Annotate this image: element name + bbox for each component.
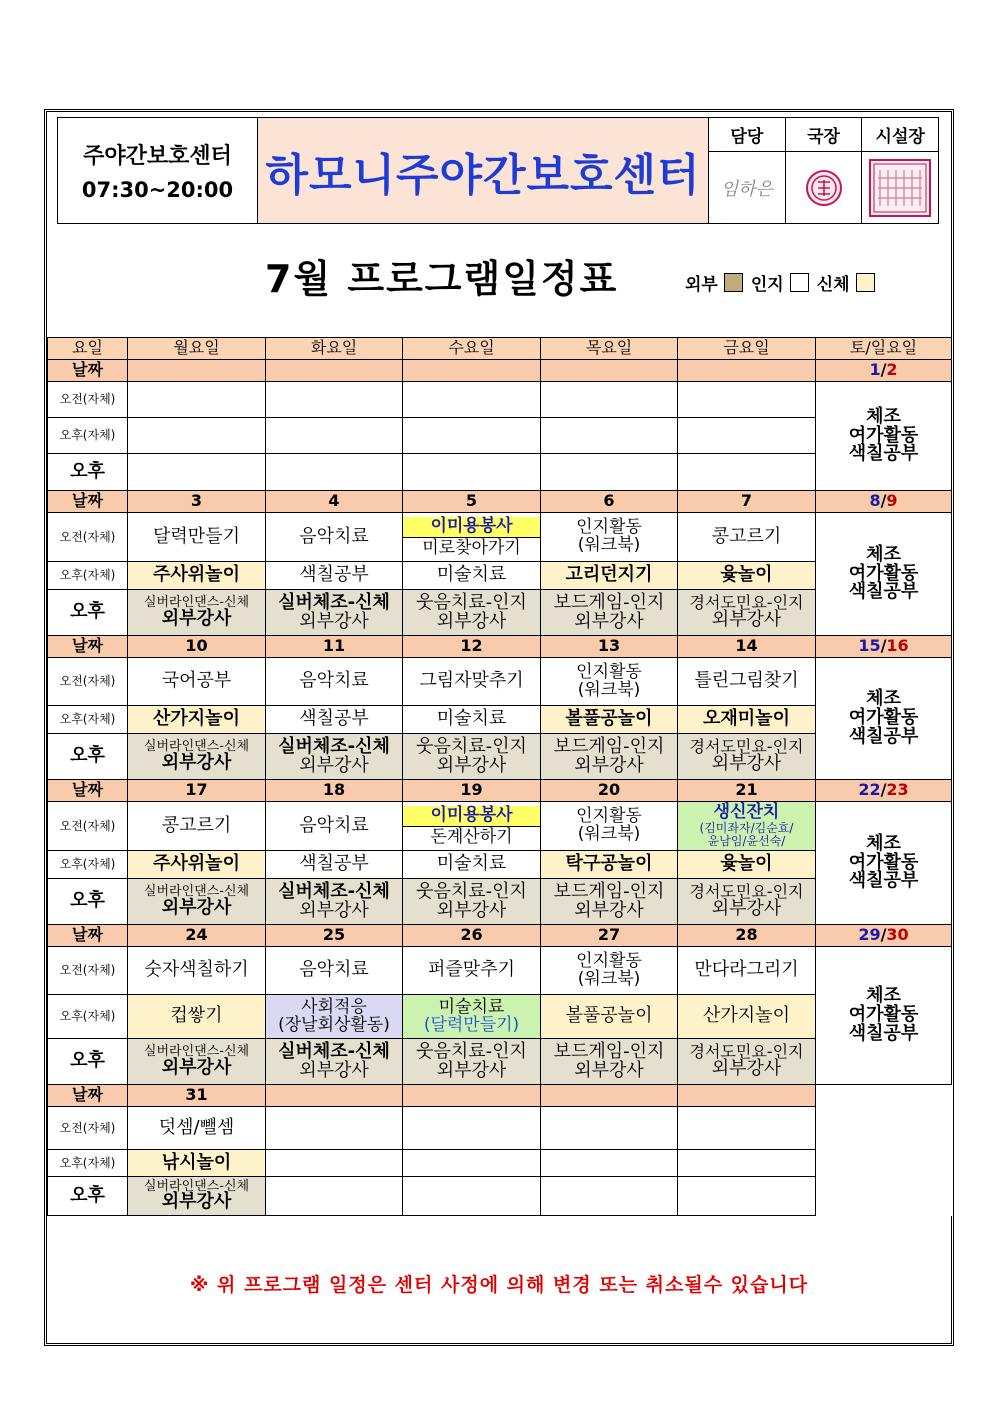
- header-weekend: 토/일요일: [816, 338, 952, 360]
- legend-physical-swatch: [856, 273, 875, 292]
- approval-table: [709, 118, 938, 223]
- legend-physical-label: 신체: [816, 275, 850, 295]
- am-row: 오전(자체) 숫자색칠하기 음악치료 퍼즐맞추기 인지활동 (워크북) 만다라그리기 체조 여가활동 색칠공부: [48, 947, 952, 995]
- volunteer-label: 이미용봉사: [403, 517, 540, 538]
- volunteer-label: 이미용봉사: [403, 806, 540, 827]
- pm-row: 오후 실버라인댄스-신체 외부강사 실버체조-신체 외부강사 웃음치료-인지 외부강사 보드게임-인지 외부강사 경서도민요-인지 외부강사: [48, 1039, 952, 1085]
- weekend-activities: 체조 여가활동 색칠공부: [816, 802, 952, 925]
- pm-self-row: 오후(자체) 컵쌓기 사회적응 (장날회상활동) 미술치료 (달력만들기) 볼풀공놀이 산가지놀이: [48, 995, 952, 1039]
- am-row: 오전(자체) 덧셈/뺄셈: [48, 1107, 952, 1150]
- approval-col-head: [862, 118, 938, 223]
- weekend-date: 15/16: [816, 636, 952, 658]
- header-thu: 목요일: [541, 338, 678, 360]
- header-box: [57, 117, 939, 224]
- weekend-date: 8/9: [816, 491, 952, 513]
- approval-col-director: [786, 118, 863, 223]
- pm-row: 오후: [48, 454, 952, 491]
- center-name: 주야간보호센터: [83, 144, 232, 169]
- date-row: 날짜 17 18 19 20 21 22/23: [48, 780, 952, 802]
- header-tue: 화요일: [266, 338, 403, 360]
- date-label: 날짜: [48, 925, 128, 947]
- am-row: 오전(자체) 달력만들기 음악치료 이미용봉사 미로찾아가기 인지활동 (워크북) 콩고르기 체조 여가활동 색칠공부: [48, 513, 952, 562]
- date-row: [48, 360, 952, 382]
- pm-self-row: 오후(자체) 주사위놀이 색칠공부 미술치료 고리던지기 윷놀이: [48, 562, 952, 590]
- signature: 임하은: [720, 178, 773, 200]
- header-weekday: 요일: [48, 338, 128, 360]
- center-info: [58, 118, 258, 223]
- am-row: 오전(자체) 체조 여가활동 색칠공부: [48, 382, 952, 418]
- square-seal-icon: [868, 158, 932, 218]
- schedule-title: 7월 프로그램일정표: [265, 257, 619, 301]
- pm-self-row: 오후(자체) 주사위놀이 색칠공부 미술치료 탁구공놀이 윷놀이: [48, 851, 952, 879]
- legend-cognitive-swatch: [790, 273, 809, 292]
- weekend-activities: 체조 여가활동 색칠공부: [816, 513, 952, 636]
- round-stamp-icon: [804, 168, 844, 208]
- date-row: 날짜 3 4 5 6 7 8/9: [48, 491, 952, 513]
- birthday-party-cell: 생신잔치 (김미좌자/김순효/ 윤남임/윤선숙/: [678, 802, 816, 851]
- center-hours: 07:30~20:00: [81, 178, 234, 202]
- date-label: 날짜: [48, 780, 128, 802]
- approval-head-head: 시설장: [862, 118, 938, 152]
- pm-row: 오후 실버라인댄스-신체 외부강사: [48, 1177, 952, 1216]
- approval-head-manager: 담당: [709, 118, 785, 152]
- weekday-header-row: [48, 338, 952, 360]
- pm-self-row: 오후(자체): [48, 418, 952, 454]
- weekend-activities: 체조 여가활동 색칠공부: [816, 382, 952, 491]
- date-label: 날짜: [48, 1085, 128, 1107]
- am-row: 오전(자체) 국어공부 음악치료 그림자맞추기 인지활동 (워크북) 틀린그림찾기 체조 여가활동 색칠공부: [48, 658, 952, 706]
- date-label: 날짜: [48, 360, 128, 382]
- pm-row: 오후 실버라인댄스-신체 외부강사 실버체조-신체 외부강사 웃음치료-인지 외부강사 보드게임-인지 외부강사 경서도민요-인지 외부강사: [48, 590, 952, 636]
- approval-head-director: 국장: [786, 118, 862, 152]
- weekend-date: 1/2: [816, 360, 952, 382]
- schedule-table: [47, 337, 952, 1216]
- notice-text: ※ 위 프로그램 일정은 센터 사정에 의해 변경 또는 취소될수 있습니다: [189, 1274, 809, 1296]
- weekend-activities: 체조 여가활동 색칠공부: [816, 947, 952, 1085]
- am-row: 오전(자체) 콩고르기 음악치료 이미용봉사 돈계산하기 인지활동 (워크북) 생신잔치 (김미좌자/김순효/ 윤남임/윤선숙/ 체조 여가활동 색칠공부: [48, 802, 952, 851]
- pm-row: 오후 실버라인댄스-신체 외부강사 실버체조-신체 외부강사 웃음치료-인지 외부강사 보드게임-인지 외부강사 경서도민요-인지 외부강사: [48, 734, 952, 780]
- legend: [685, 270, 883, 295]
- legend-cognitive-label: 인지: [750, 275, 784, 295]
- pm-self-row: 오후(자체) 산가지놀이 색칠공부 미술치료 볼풀공놀이 오재미놀이: [48, 706, 952, 734]
- pm-self-row: 오후(자체) 낚시놀이: [48, 1150, 952, 1177]
- legend-external-label: 외부: [685, 275, 718, 295]
- legend-external-swatch: [724, 273, 743, 292]
- weekend-activities: 체조 여가활동 색칠공부: [816, 658, 952, 780]
- center-title-box: [258, 118, 709, 223]
- pm-row: 오후 실버라인댄스-신체 외부강사 실버체조-신체 외부강사 웃음치료-인지 외부강사 보드게임-인지 외부강사 경서도민요-인지 외부강사: [48, 879, 952, 925]
- date-label: 날짜: [48, 636, 128, 658]
- center-title: 하모니주야간보호센터: [265, 149, 701, 201]
- header-mon: 월요일: [128, 338, 266, 360]
- approval-col-manager: [709, 118, 786, 223]
- date-row: 날짜 24 25 26 27 28 29/30: [48, 925, 952, 947]
- header-wed: 수요일: [403, 338, 541, 360]
- date-row: 날짜 31: [48, 1085, 952, 1107]
- header-fri: 금요일: [678, 338, 816, 360]
- weekend-date: 22/23: [816, 780, 952, 802]
- date-label: 날짜: [48, 491, 128, 513]
- date-row: 날짜 10 11 12 13 14 15/16: [48, 636, 952, 658]
- weekend-date: 29/30: [816, 925, 952, 947]
